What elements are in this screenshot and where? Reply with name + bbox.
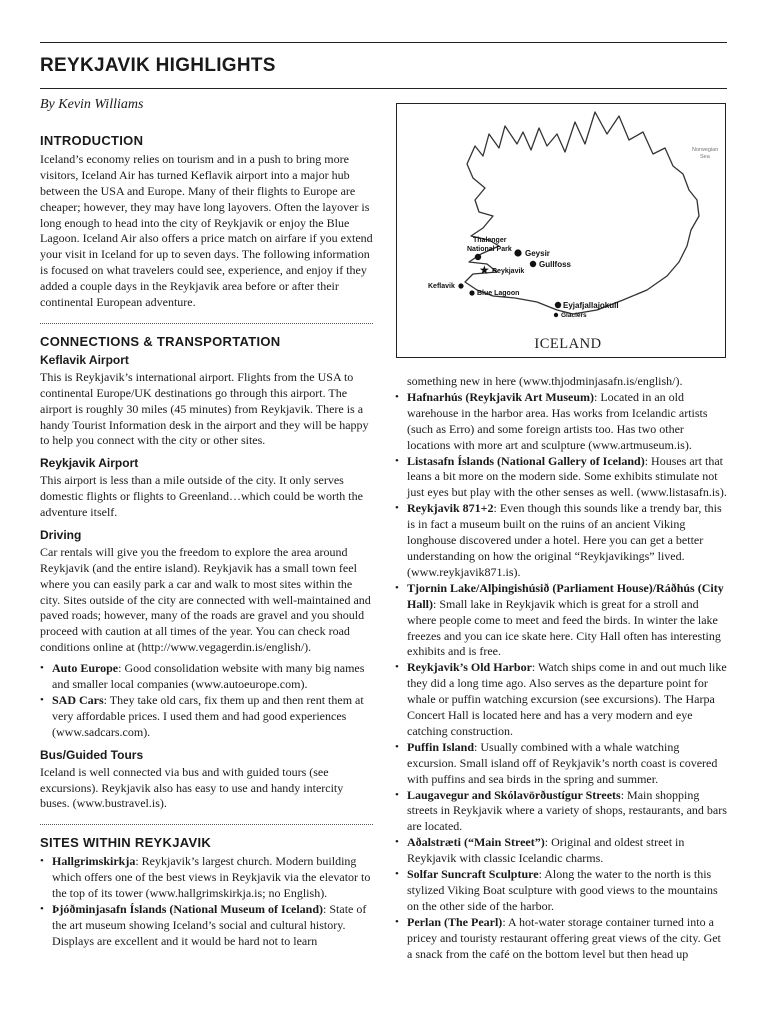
map-caption: ICELAND [534, 336, 602, 352]
map-label-geysir: Geysir [525, 249, 550, 258]
map-sea-label-1: Norwegian [692, 147, 719, 153]
section-divider [40, 323, 373, 324]
gullfoss-marker [530, 261, 536, 267]
keflavik-marker [458, 283, 463, 288]
map-label-keflavik: Keflavik [428, 283, 455, 290]
list-item: • Aðalstræti (“Main Street”): Original and oldest street in Reykjavik with classic Icelandic charms. [395, 835, 728, 867]
driving-list [40, 661, 373, 741]
list-item: • Tjornin Lake/Alþingishúsið (Parliament House)/Ráðhús (City Hall): Small lake in Reykjavik which is great for a stroll and where people come to meet and feed the birds. In winter the lake freezes and you can ice skate here. City Hall often has interesting exhibits and is free. [395, 581, 728, 661]
introduction-heading: INTRODUCTION [40, 133, 144, 148]
list-item: • Reykjavik 871+2: Even though this sounds like a trendy bar, this is in fact a museum built on the ruins of an ancient Viking longhouse discovered under a hotel. Here you can get a better understanding on how the original “Reykjavikings” lived. (www.reykjavik871.is). [395, 501, 728, 581]
list-item: • Perlan (The Pearl): A hot-water storage container turned into a pricey and touristy restaurant offering great views of the city. Get a snack from the café on the bottom level but then head up [395, 915, 728, 963]
list-item: • Þjóðminjasafn Íslands (National Museum of Iceland): State of the art museum showing Iceland’s social and cultural history. Displays are excellent and it would be hard not to learn [40, 902, 373, 950]
reykjavik-star-icon: ★ [479, 263, 490, 277]
map-label-thingvellir-1: Thalenger [473, 237, 507, 244]
connections-heading: CONNECTIONS & TRANSPORTATION [40, 333, 281, 349]
bus-tours-body: Iceland is well connected via bus and with guided tours (see excursions). Reykjavik also has easy to use and handy intercity buses. (www.bustravel.is). [40, 764, 344, 811]
list-item-continued: something new in here (www.thjodminjasafn.is/english/). [407, 374, 683, 388]
iceland-outline [465, 112, 699, 314]
map-label-reykjavik: Reykjavik [492, 268, 525, 275]
top-rule [40, 42, 727, 43]
right-column [395, 374, 728, 963]
thingvellir-marker [475, 254, 481, 260]
section-divider [40, 824, 373, 825]
keflavik-airport-body: This is Reykjavik’s international airport. Flights from the USA to continental Europe/UK destinations go through this airport. The airport is roughly 30 miles (45 minutes) from Reykjavik. There is a handy Tourist Information desk in the airport and they will be happy to help you connect with the city or other sites. [40, 369, 369, 448]
iceland-map [396, 103, 726, 358]
byline: By Kevin Williams [40, 97, 144, 112]
keflavik-airport-heading: Keflavik Airport [40, 352, 129, 367]
list-item: • Laugavegur and Skólavörðustígur Streets: Main shopping streets in Reykjavik where a variety of shops, restaurants, and bars are located. [395, 788, 728, 836]
sites-list-left [40, 854, 373, 949]
list-item: • Auto Europe: Good consolidation website with many big names and smaller local companies (www.autoeurope.com). [40, 661, 373, 693]
map-label-glaciers: Glaciers [561, 312, 587, 319]
page-title: REYKJAVIK HIGHLIGHTS [40, 55, 276, 76]
map-label-gullfoss: Gullfoss [539, 260, 572, 269]
sites-heading: SITES WITHIN REYKJAVIK [40, 835, 212, 851]
driving-body: Car rentals will give you the freedom to explore the area around Reykjavik (and the entire island). Reykjavik has a small town feel where you can easily park a car and walk to most sites within the city. Sites outside of the city are connected with well-maintained and paved roads; however, many of the roads are gravel and you should proceed with caution at all times of the year. You can check road conditions online at (http://www.vegagerdin.is/english/). [40, 544, 371, 655]
left-column [40, 131, 373, 950]
title-rule [40, 88, 727, 89]
geysir-marker [514, 249, 521, 256]
list-item: • Reykjavik’s Old Harbor: Watch ships come in and out much like they did a long time ago. Also serves as the departure point for whale or puffin watching excursion (see excursions). The Harpa Concert Hall is located here and has a very modern and eye catching construction. [395, 660, 728, 740]
map-label-eyjafjallajokull: Eyjafjallajokull [563, 301, 619, 310]
iceland-map-graphic [397, 104, 725, 357]
introduction-body: Iceland’s economy relies on tourism and in a push to bring more visitors, Iceland Air has turned Keflavik airport into a major hub between the USA and Europe. Many of their flights to Europe are cheaper; however, they may have long layovers. Often the layover is long enough to head into the city of Reykjavik or enjoy the Blue Lagoon. Iceland Air also offers a price match on airfare if you extend your visit in Iceland for up to seven days. The following information is focused on what travelers could see, experience, and enjoy if they added a couple days in the Reykjavik area before or after their continental European adventure. [40, 151, 373, 310]
map-label-thingvellir-2: National Park [467, 246, 512, 253]
reykjavik-airport-heading: Reykjavik Airport [40, 456, 139, 471]
sites-list-right [395, 374, 728, 963]
eyjafjallajokull-marker [555, 302, 561, 308]
list-item: • Puffin Island: Usually combined with a whale watching excursion. Small island off of Reykjavik’s north coast is covered with puffins and sea birds in the spring and summer. [395, 740, 728, 788]
list-item: • Listasafn Íslands (National Gallery of Iceland): Houses art that leans a bit more on the modern side. Some exhibits stimulate not just eyes but play with the other senses as well. (www.listasafn.is). [395, 454, 728, 502]
list-item: • Hallgrimskirkja: Reykjavik’s largest church. Modern building which offers one of the best views in Reykjavik via the elevator to the top of its tower (www.hallgrimskirkja.is; no English). [40, 854, 373, 902]
bus-tours-heading: Bus/Guided Tours [40, 747, 144, 762]
map-sea-label-2: Sea [700, 154, 710, 160]
driving-heading: Driving [40, 527, 82, 542]
reykjavik-airport-body: This airport is less than a mile outside of the city. It only serves domestic flights or flights to Greenland…which could be worth the adventure itself. [40, 473, 363, 520]
glaciers-marker [554, 313, 558, 317]
list-item: • Solfar Suncraft Sculpture: Along the water to the north is this stylized Viking Boat sculpture with good views to the mountains on the other side of the harbor. [395, 867, 728, 915]
list-item: • SAD Cars: They take old cars, fix them up and then rent them at very affordable prices. I used them and had good experiences (www.sadcars.com). [40, 693, 373, 741]
blue-lagoon-marker [469, 290, 474, 295]
map-label-blue-lagoon: Blue Lagoon [477, 290, 520, 297]
list-item: • Hafnarhús (Reykjavik Art Museum): Located in an old warehouse in the harbor area. Has works from Icelandic artists (such as Erro) and some foreign artists too. Has two other locations with more art and sculpture (www.artmuseum.is). [395, 390, 728, 454]
